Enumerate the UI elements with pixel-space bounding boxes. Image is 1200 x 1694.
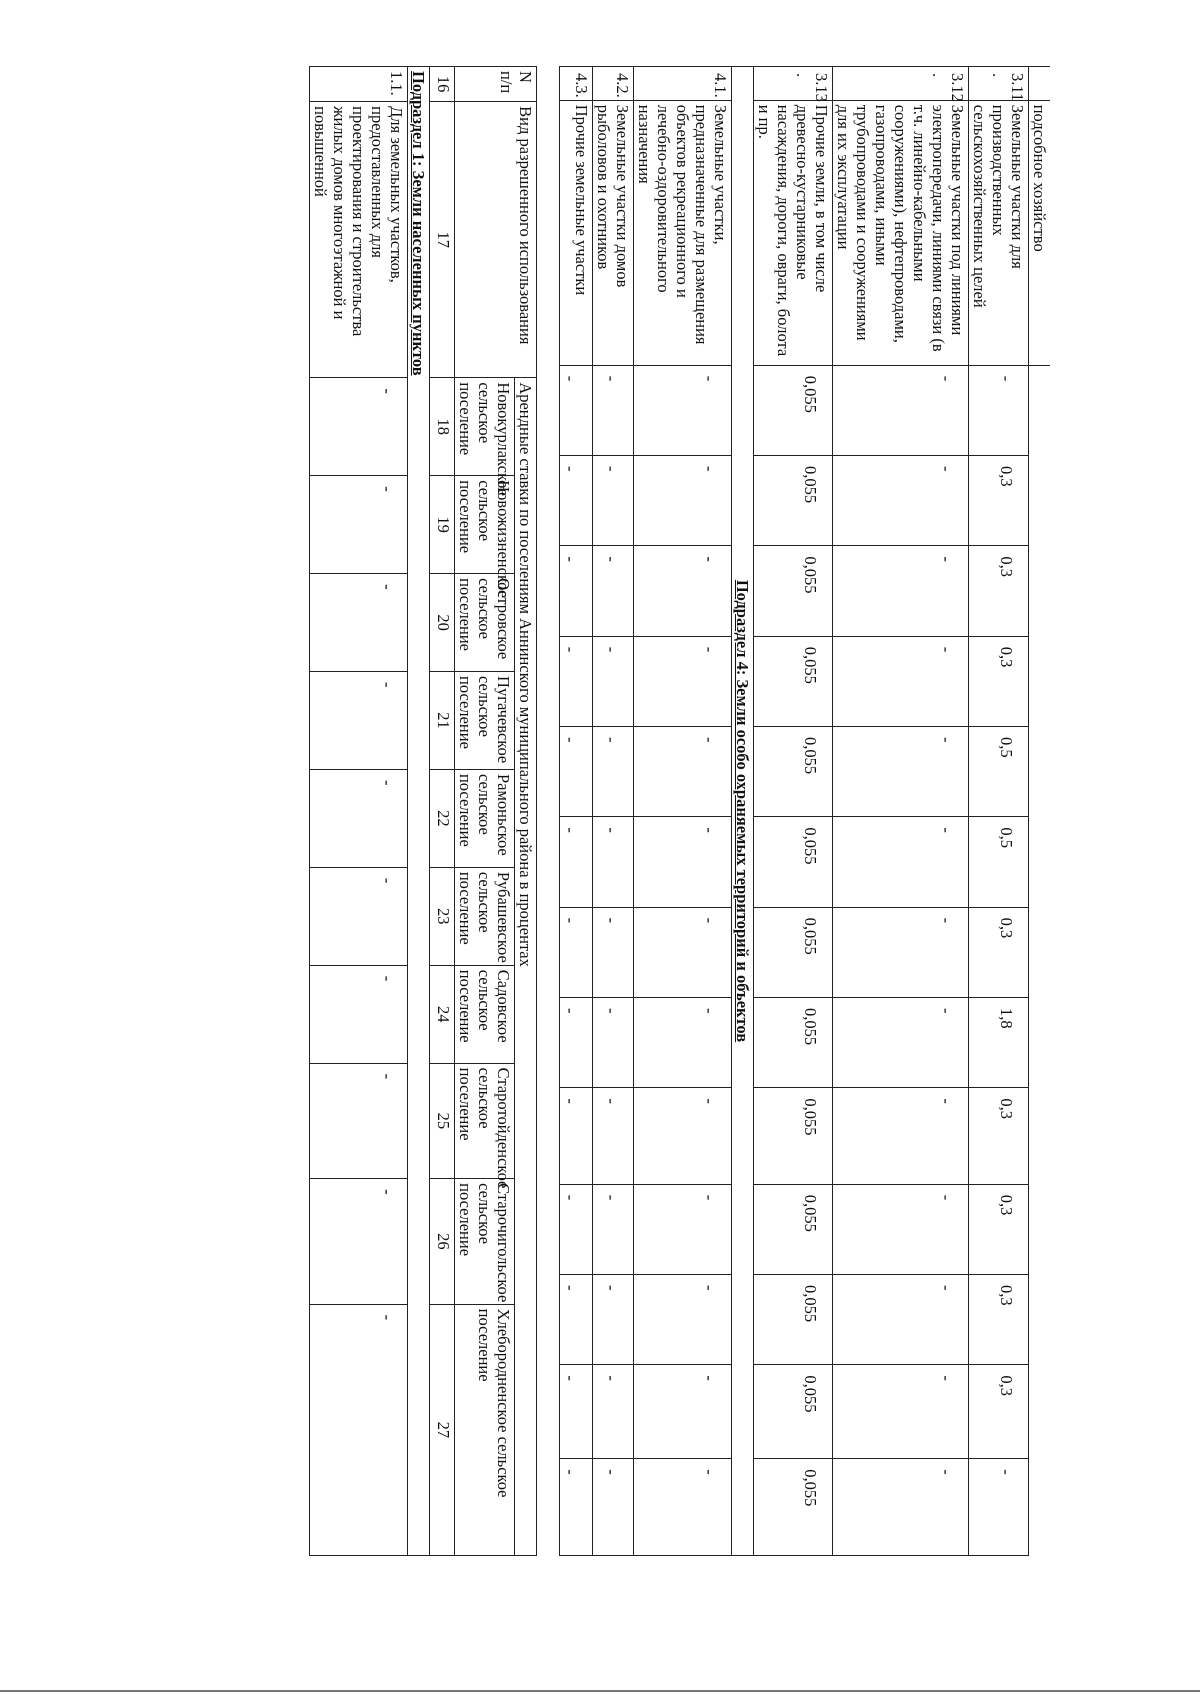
row-description: Земельные участки, предназначенные для размещения объектов рекреационного и лечебно-оздоровительного назначения: [634, 100, 732, 365]
table-row: [833, 67, 969, 1556]
rate-value-cell: -: [634, 1184, 732, 1274]
rate-value-cell: -: [634, 636, 732, 726]
column-number: 26: [430, 1179, 455, 1305]
rate-value-cell: 0,055: [754, 1184, 833, 1274]
rate-value-cell: -: [310, 1179, 408, 1305]
rate-value-cell: -: [593, 546, 634, 636]
rate-value-cell: 0,055: [754, 546, 833, 636]
rate-value-cell: -: [560, 365, 593, 455]
rate-value-cell: -: [310, 769, 408, 867]
table-row: [593, 67, 634, 1556]
rate-value-cell: 0,055: [754, 1459, 833, 1556]
rate-value-cell: 0,055: [754, 727, 833, 817]
rate-value-cell: -: [310, 867, 408, 965]
rate-value-cell: 0,055: [754, 456, 833, 546]
rate-value-cell: -: [833, 817, 969, 907]
rate-value-cell: -: [634, 1088, 732, 1184]
table-row: [754, 67, 833, 1556]
fragment-desc-cell: подсобное хозяйство: [1029, 100, 1051, 365]
rate-value-cell: -: [593, 1184, 634, 1274]
rate-value-cell: -: [560, 998, 593, 1088]
settlement-header: Пугачевское сельское поселение: [455, 672, 515, 770]
row-description: Земельные участки домов рыболовов и охотников: [593, 100, 634, 365]
settlement-header: Новокурлакское сельское поселение: [455, 378, 515, 476]
settlement-header: Островское сельское поселение: [455, 574, 515, 672]
rate-value-cell: -: [560, 817, 593, 907]
rate-value-cell: -: [833, 1459, 969, 1556]
rate-value-cell: -: [593, 365, 634, 455]
rate-value-cell: 0,055: [754, 907, 833, 997]
rate-value-cell: -: [634, 1275, 732, 1365]
column-number: 17: [430, 102, 455, 378]
rotated-page: [150, 66, 1050, 1556]
settlement-header: Старотойденское сельское поселение: [455, 1063, 515, 1178]
header-use: Вид разрешенного использования: [455, 102, 537, 378]
rates-table-settlements: [309, 66, 537, 1556]
rate-value-cell: -: [833, 365, 969, 455]
rate-value-cell: -: [593, 817, 634, 907]
row-number: 1.1.: [310, 67, 408, 102]
rate-value-cell: -: [310, 574, 408, 672]
row-description: Для земельных участков, предоставленных для проектирования и строительства жилых домов многоэтажной и повышенной: [310, 102, 408, 378]
rate-value-cell: -: [593, 1365, 634, 1459]
settlement-header: Рубашевское сельское поселение: [455, 867, 515, 965]
column-number: 19: [430, 476, 455, 574]
column-number: 16: [430, 67, 455, 102]
column-number: 21: [430, 672, 455, 770]
rate-value-cell: 0,3: [969, 1275, 1029, 1365]
rate-value-cell: -: [593, 1088, 634, 1184]
table-row: [310, 67, 408, 1556]
rate-value-cell: -: [593, 636, 634, 726]
rate-value-cell: -: [634, 365, 732, 455]
rate-value-cell: -: [634, 998, 732, 1088]
rate-value-cell: -: [560, 1088, 593, 1184]
rate-value-cell: 0,055: [754, 636, 833, 726]
rate-value-cell: -: [833, 636, 969, 726]
page-bottom-line: [0, 1690, 1200, 1692]
rate-value-cell: -: [560, 1184, 593, 1274]
rate-value-cell: -: [833, 456, 969, 546]
rate-value-cell: -: [833, 1275, 969, 1365]
table-row: [560, 67, 593, 1556]
rate-value-cell: -: [593, 1459, 634, 1556]
table-row: [634, 67, 732, 1556]
settlement-header: Хлебородненское сельское поселение: [455, 1304, 515, 1555]
row-number: 3.13 .: [754, 67, 833, 101]
rate-value-cell: -: [833, 1365, 969, 1459]
rate-value-cell: -: [593, 998, 634, 1088]
row-description: Земельные участки для производственных сельскохозяйственных целей: [969, 100, 1029, 365]
row-description: Земельные участки под линиями электропередачи, линиями связи (в т.ч. линейно-кабельными сооружениями), нефтепроводами, газопроводами, иными трубопроводами и сооружениями для их эксплуатации: [833, 100, 969, 365]
rate-value-cell: -: [634, 907, 732, 997]
header-num: N п/п: [455, 67, 537, 102]
rate-value-cell: -: [634, 456, 732, 546]
settlement-header: Старочигольское сельское поселение: [455, 1179, 515, 1305]
rate-value-cell: -: [634, 817, 732, 907]
rate-value-cell: 0,3: [969, 907, 1029, 997]
rate-value-cell: 0,3: [969, 1365, 1029, 1459]
rate-value-cell: -: [833, 1088, 969, 1184]
rate-value-cell: -: [560, 727, 593, 817]
rate-value-cell: -: [593, 456, 634, 546]
rate-value-cell: -: [634, 546, 732, 636]
row-number: 4.1.: [634, 67, 732, 101]
rate-value-cell: -: [560, 636, 593, 726]
row-description: Прочие земельные участки: [560, 100, 593, 365]
column-number: 23: [430, 867, 455, 965]
rate-value-cell: 0,055: [754, 1365, 833, 1459]
column-number: 25: [430, 1063, 455, 1178]
rate-value-cell: -: [310, 378, 408, 476]
rate-value-cell: -: [634, 1365, 732, 1459]
rate-value-cell: 0,055: [754, 817, 833, 907]
settlement-header: Новожизненское сельское поселение: [455, 476, 515, 574]
rate-value-cell: -: [593, 907, 634, 997]
rate-value-cell: -: [969, 365, 1029, 455]
rate-value-cell: -: [593, 727, 634, 817]
rate-value-cell: -: [310, 1063, 408, 1178]
column-number: 27: [430, 1304, 455, 1555]
header-group: Арендные ставки по поселениям Аннинского муниципального района в процентах: [515, 378, 537, 1556]
rate-value-cell: -: [310, 1304, 408, 1555]
rate-value-cell: -: [310, 672, 408, 770]
rate-value-cell: -: [833, 727, 969, 817]
rate-value-cell: -: [634, 727, 732, 817]
rate-value-cell: 1,8: [969, 998, 1029, 1088]
subsection-title: Подраздел 1: Земли населенных пунктов: [408, 67, 430, 1556]
rate-value-cell: -: [833, 998, 969, 1088]
rate-value-cell: 0,055: [754, 998, 833, 1088]
settlement-header: Садовское сельское поселение: [455, 965, 515, 1063]
rate-value-cell: -: [634, 1459, 732, 1556]
column-number: 20: [430, 574, 455, 672]
rate-value-cell: 0,5: [969, 727, 1029, 817]
section-title: Подраздел 4: Земли особо охраняемых территорий и объектов: [732, 67, 754, 1556]
rate-value-cell: -: [560, 907, 593, 997]
column-number: 24: [430, 965, 455, 1063]
row-number: 4.2.: [593, 67, 634, 101]
rate-value-cell: -: [310, 965, 408, 1063]
rates-table-continued: [559, 66, 1050, 1556]
rate-value-cell: -: [833, 1184, 969, 1274]
rate-value-cell: -: [560, 546, 593, 636]
rate-value-cell: 0,3: [969, 456, 1029, 546]
row-description: Прочие земли, в том числе древесно-кустарниковые насаждения, дороги, овраги, болота и пр.: [754, 100, 833, 365]
rate-value-cell: -: [593, 1275, 634, 1365]
rate-value-cell: -: [560, 1459, 593, 1556]
rate-value-cell: -: [969, 1459, 1029, 1556]
column-number: 18: [430, 378, 455, 476]
rate-value-cell: 0,3: [969, 546, 1029, 636]
rate-value-cell: -: [560, 1275, 593, 1365]
rate-value-cell: 0,055: [754, 1275, 833, 1365]
fragment-num-cell: [1029, 67, 1051, 101]
row-number: 3.12 .: [833, 67, 969, 101]
rate-value-cell: -: [310, 476, 408, 574]
rate-value-cell: 0,3: [969, 1184, 1029, 1274]
rate-value-cell: 0,055: [754, 365, 833, 455]
rate-value-cell: -: [560, 1365, 593, 1459]
rate-value-cell: 0,5: [969, 817, 1029, 907]
rate-value-cell: 0,055: [754, 1088, 833, 1184]
row-number: 3.11 .: [969, 67, 1029, 101]
rate-value-cell: 0,3: [969, 1088, 1029, 1184]
section-row: [732, 67, 754, 1556]
table-row: [969, 67, 1029, 1556]
rate-value-cell: -: [833, 546, 969, 636]
rate-value-cell: 0,3: [969, 636, 1029, 726]
column-number: 22: [430, 769, 455, 867]
row-number: 4.3.: [560, 67, 593, 101]
rate-value-cell: -: [833, 907, 969, 997]
settlement-header: Рамоньское сельское поселение: [455, 769, 515, 867]
rate-value-cell: -: [560, 456, 593, 546]
